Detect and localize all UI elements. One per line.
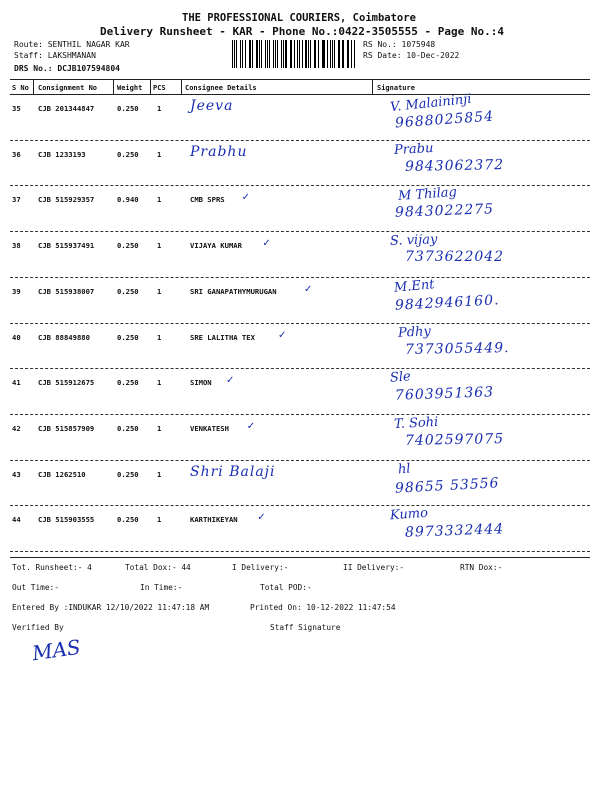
row-consignee: SIMON: [190, 378, 212, 388]
row-separator: [10, 231, 590, 232]
col-weight: Weight: [117, 84, 143, 92]
barcode-bar: [285, 40, 286, 68]
row-signature-name: S. vijay: [389, 232, 438, 249]
row-sno: 41: [12, 378, 21, 388]
col-divider: [113, 79, 114, 94]
row-signature-name: T. Sohi: [393, 414, 439, 433]
row-pcs: 1: [157, 286, 162, 296]
row-consignment-no: CJB 515929357: [38, 195, 95, 205]
row-weight: 0.250: [117, 515, 139, 525]
tick-mark: ✓: [241, 192, 250, 204]
tot-runsheet: Tot. Runsheet:- 4: [12, 563, 92, 572]
row-consignee: SRE LALITHA TEX: [190, 332, 255, 342]
barcode-bar: [240, 40, 241, 68]
row-sno: 42: [12, 423, 21, 433]
total-pod: Total POD:-: [260, 583, 312, 592]
barcode-bar: [256, 40, 257, 68]
row-consignment-no: CJB 201344847: [38, 104, 95, 113]
row-consignment-no: CJB 515938007: [38, 286, 95, 296]
row-signature-phone: 8973332444: [404, 521, 505, 542]
row-separator: [10, 505, 590, 506]
barcode-bar: [297, 40, 298, 68]
row-separator: [10, 140, 590, 141]
barcode-bar: [252, 40, 253, 68]
row-consignee: SRI GANAPATHYMURUGAN: [190, 286, 277, 296]
barcode-bar: [305, 40, 306, 68]
ii-delivery: II Delivery:-: [343, 563, 405, 572]
row-sno: 37: [12, 195, 21, 205]
rs-number: RS No.: 1075948: [363, 40, 436, 49]
row-sno: 36: [12, 149, 21, 159]
row-weight: 0.250: [117, 469, 139, 479]
row-sno: 35: [12, 104, 21, 113]
verifier-signature: MAS: [30, 634, 83, 666]
row-pcs: 1: [157, 515, 162, 525]
barcode-bar: [339, 40, 340, 68]
row-separator: [10, 460, 590, 461]
barcode-bar: [351, 40, 352, 68]
row-pcs: 1: [157, 195, 162, 205]
row-signature-name: Pdhy: [397, 323, 432, 341]
row-separator: [10, 414, 590, 415]
barcode-bar: [310, 40, 311, 68]
row-separator: [10, 551, 590, 552]
row-signature-phone: 7402597075: [404, 431, 505, 449]
tick-mark: ✓: [246, 420, 256, 432]
i-delivery: I Delivery:-: [232, 563, 289, 572]
tick-mark: ✓: [257, 512, 266, 524]
col-divider: [372, 79, 373, 94]
barcode-bar: [232, 40, 233, 68]
col-sno: S No: [12, 84, 29, 92]
report-subtitle: Delivery Runsheet - KAR - Phone No.:0422-3505555 - Page No.:4: [100, 25, 504, 38]
row-pcs: 1: [157, 469, 162, 479]
route-label: Route: SENTHIL NAGAR KAR: [14, 40, 130, 49]
total-dox: Total Dox:- 44: [125, 563, 191, 572]
row-weight: 0.250: [117, 286, 139, 296]
row-separator: [10, 323, 590, 324]
barcode-bar: [269, 40, 270, 68]
barcode-bar: [277, 40, 278, 68]
col-consignment: Consignment No: [38, 84, 98, 92]
col-pcs: PCS: [153, 84, 166, 92]
row-signature-name: Sle: [389, 369, 412, 386]
verified-by: Verified By: [12, 623, 64, 632]
entered-by: Entered By :INDUKAR 12/10/2022 11:47:18 AM: [12, 603, 210, 612]
row-consignment-no: CJB 1233193: [38, 149, 86, 159]
col-signature: Signature: [377, 84, 415, 92]
col-divider: [33, 79, 34, 94]
row-signature-phone: 9843062372: [404, 156, 505, 175]
row-pcs: 1: [157, 423, 162, 433]
footer-rule: [10, 557, 590, 558]
row-signature-phone: 7373622042: [405, 249, 505, 266]
row-consignee: KARTHIKEYAN: [190, 515, 238, 525]
row-weight: 0.250: [117, 104, 139, 113]
printed-on: Printed On: 10-12-2022 11:47:54: [250, 603, 396, 612]
row-signature-phone: 7373055449.: [404, 339, 510, 358]
row-pcs: 1: [157, 241, 162, 251]
row-consignment-no: CJB 1262510: [38, 469, 86, 479]
row-pcs: 1: [157, 104, 162, 113]
row-weight: 0.250: [117, 241, 139, 251]
row-consignment-no: CJB 88849880: [38, 332, 90, 342]
row-pcs: 1: [157, 378, 162, 388]
row-weight: 0.940: [117, 195, 139, 205]
barcode-bar: [323, 40, 324, 68]
row-weight: 0.250: [117, 378, 139, 388]
table-top-rule: [10, 79, 590, 80]
tick-mark: ✓: [278, 329, 287, 341]
row-consignee: VENKATESH: [190, 423, 229, 433]
row-sno: 40: [12, 332, 21, 342]
row-weight: 0.250: [117, 332, 139, 342]
row-signature-name: Kumo: [389, 505, 429, 524]
row-sno: 44: [12, 515, 21, 525]
row-consignee: Shri Balaji: [190, 463, 276, 480]
col-divider: [150, 79, 151, 94]
row-pcs: 1: [157, 332, 162, 342]
row-consignee: Prabhu: [190, 143, 248, 160]
row-consignment-no: CJB 515937491: [38, 241, 95, 251]
rtn-dox: RTN Dox:-: [460, 563, 503, 572]
row-signature-phone: 9688025854: [394, 108, 495, 132]
barcode-bar: [318, 40, 319, 68]
barcode-bar: [290, 40, 291, 68]
row-separator: [10, 185, 590, 186]
staff-label: Staff: LAKSHMANAN: [14, 51, 96, 60]
table-header-rule: [10, 94, 590, 95]
row-sno: 38: [12, 241, 21, 251]
row-signature-name: Prabu: [393, 140, 434, 158]
out-time: Out Time:-: [12, 583, 59, 592]
row-sno: 43: [12, 469, 21, 479]
report-title: THE PROFESSIONAL COURIERS, Coimbatore: [182, 12, 416, 24]
in-time: In Time:-: [140, 583, 183, 592]
row-weight: 0.250: [117, 149, 139, 159]
row-signature-name: M Thilag: [397, 185, 458, 205]
tick-mark: ✓: [304, 283, 313, 295]
row-signature-name: M.Ent: [393, 277, 436, 296]
col-consignee: Consignee Details: [185, 84, 257, 92]
barcode-bar: [332, 40, 333, 68]
row-pcs: 1: [157, 149, 162, 159]
row-signature-phone: 9843022275: [394, 201, 495, 222]
barcode-bar: [342, 40, 343, 68]
tick-mark: ✓: [262, 238, 271, 250]
row-signature-phone: 7603951363: [394, 384, 495, 404]
row-sno: 39: [12, 286, 21, 296]
row-consignment-no: CJB 515857909: [38, 423, 95, 433]
staff-signature: Staff Signature: [270, 623, 341, 632]
barcode-bar: [265, 40, 266, 68]
barcode: [232, 40, 356, 68]
row-consignment-no: CJB 515912675: [38, 378, 95, 388]
row-separator: [10, 277, 590, 278]
rs-date: RS Date: 10-Dec-2022: [363, 51, 460, 60]
row-separator: [10, 368, 590, 369]
row-consignee: CMB SPRS: [190, 195, 225, 205]
row-signature-name: V. Malaininji: [389, 91, 473, 116]
row-consignment-no: CJB 515903555: [38, 515, 95, 525]
row-signature-name: hl: [397, 461, 412, 478]
barcode-bar: [245, 40, 246, 68]
row-consignee: Jeeva: [190, 98, 234, 114]
row-consignee: VIJAYA KUMAR: [190, 241, 242, 251]
tick-mark: ✓: [226, 375, 235, 387]
row-signature-phone: 9842946160.: [394, 292, 500, 314]
row-signature-phone: 98655 53556: [394, 474, 500, 497]
drs-label: DRS No.: DCJB107594804: [14, 64, 120, 73]
col-divider: [181, 79, 182, 94]
row-weight: 0.250: [117, 423, 139, 433]
